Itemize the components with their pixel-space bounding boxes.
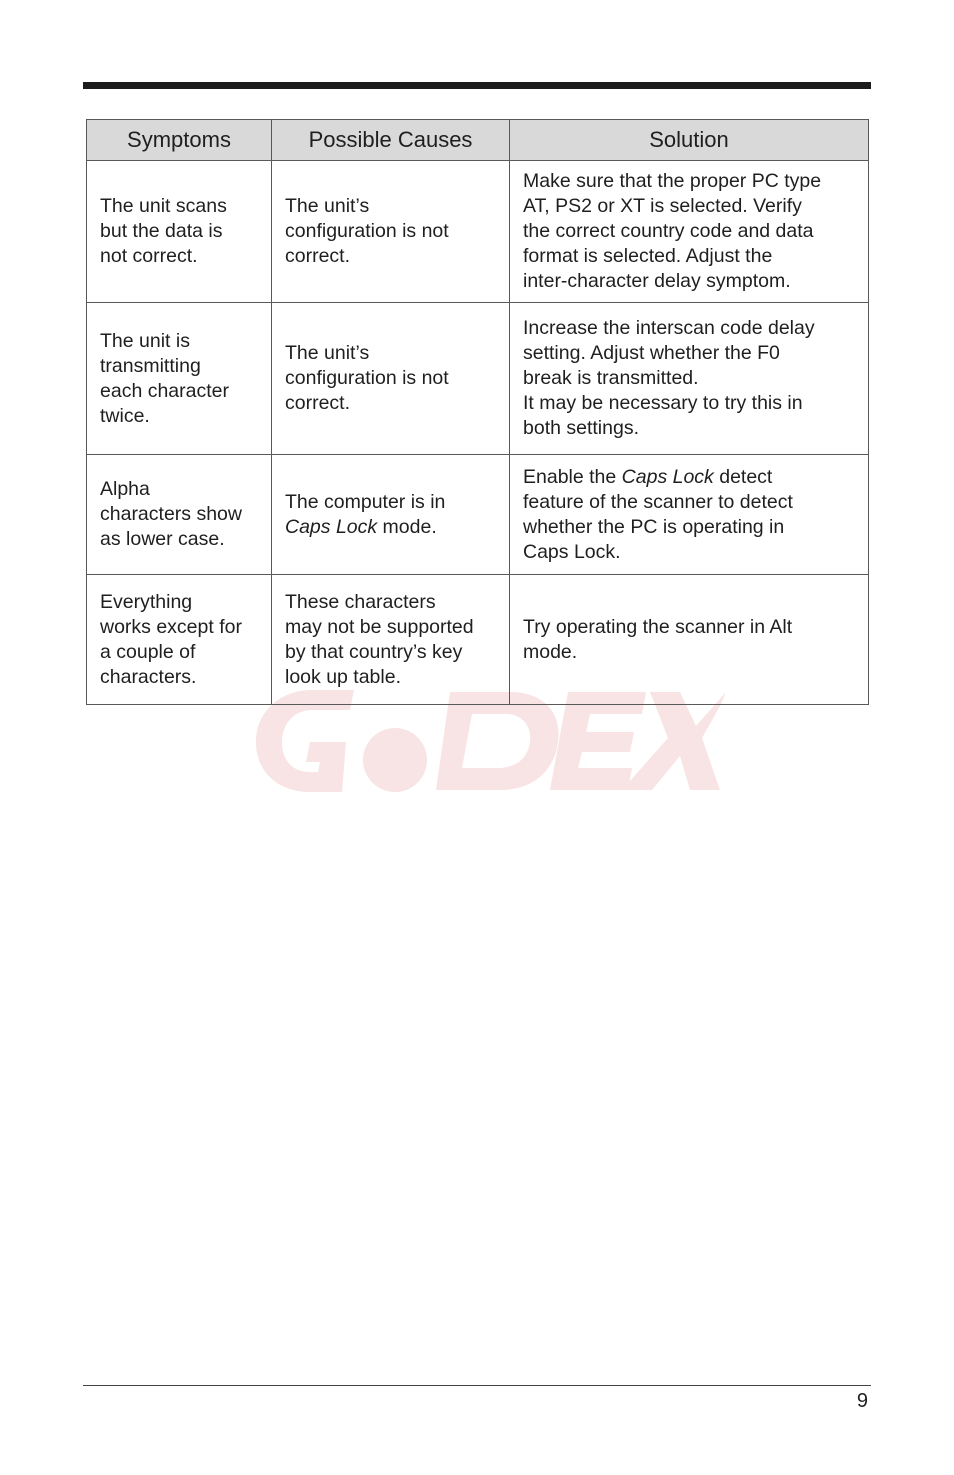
caps-lock-term: Caps Lock bbox=[621, 465, 714, 488]
text-line: AT, PS2 or XT is selected. Verify bbox=[523, 195, 802, 217]
symptom-cell bbox=[87, 575, 272, 705]
text-line: each character bbox=[100, 379, 229, 402]
text-line: correct. bbox=[285, 392, 351, 414]
text-line: transmitting bbox=[100, 354, 201, 377]
header-symptoms: Symptoms bbox=[87, 120, 272, 161]
text-line: but the data is bbox=[100, 220, 223, 242]
text-line: twice. bbox=[100, 404, 150, 427]
text-line: may not be supported bbox=[285, 615, 474, 638]
text-line bbox=[523, 465, 858, 490]
text-line: whether the PC is operating in bbox=[523, 515, 785, 538]
text-line: Make sure that the proper PC type bbox=[523, 170, 822, 192]
solution-cell bbox=[510, 575, 869, 705]
text-line: inter-character delay symptom. bbox=[523, 270, 791, 292]
text-line: These characters bbox=[285, 590, 436, 613]
text-line: The unit scans bbox=[100, 195, 227, 217]
text-line: Caps Lock. bbox=[523, 540, 621, 563]
text-line: configuration is not bbox=[285, 367, 449, 389]
text-line: Everything bbox=[100, 590, 193, 613]
text-line: break is transmitted. bbox=[523, 367, 699, 389]
text-line bbox=[285, 515, 499, 540]
text-fragment: mode. bbox=[377, 515, 437, 538]
text-line: The unit’s bbox=[285, 342, 370, 364]
text-line: works except for bbox=[100, 615, 242, 638]
text-line: characters. bbox=[100, 665, 197, 688]
header-solution: Solution bbox=[510, 120, 869, 161]
text-line: feature of the scanner to detect bbox=[523, 490, 793, 513]
solution-cell bbox=[510, 161, 869, 303]
text-line: setting. Adjust whether the F0 bbox=[523, 342, 780, 364]
table-row bbox=[87, 303, 869, 455]
text-line: format is selected. Adjust the bbox=[523, 245, 773, 267]
text-line: by that country’s key bbox=[285, 640, 463, 663]
text-line: not correct. bbox=[100, 245, 198, 267]
text-line: characters show bbox=[100, 503, 242, 525]
text-line: Try operating the scanner in Alt bbox=[523, 615, 793, 638]
bottom-rule bbox=[83, 1385, 871, 1386]
text-line: the correct country code and data bbox=[523, 220, 814, 242]
symptom-cell bbox=[87, 455, 272, 575]
text-line: a couple of bbox=[100, 640, 196, 663]
table-header-row bbox=[87, 120, 869, 161]
text-line: Alpha bbox=[100, 478, 150, 500]
top-rule bbox=[83, 82, 871, 89]
text-line: configuration is not bbox=[285, 220, 449, 242]
text-line: as lower case. bbox=[100, 528, 225, 550]
cause-cell bbox=[272, 161, 510, 303]
page-number: 9 bbox=[856, 1390, 868, 1412]
cause-cell bbox=[272, 455, 510, 575]
caps-lock-term: Caps Lock bbox=[285, 515, 378, 538]
table-row bbox=[87, 161, 869, 303]
text-line: The unit’s bbox=[285, 195, 370, 217]
header-possible-causes: Possible Causes bbox=[272, 120, 510, 161]
text-fragment: Enable the bbox=[523, 465, 622, 488]
text-line: The unit is bbox=[100, 329, 190, 352]
cause-cell bbox=[272, 303, 510, 455]
solution-cell bbox=[510, 303, 869, 455]
symptom-cell bbox=[87, 303, 272, 455]
text-line: It may be necessary to try this in bbox=[523, 392, 803, 414]
troubleshooting-table bbox=[86, 119, 869, 705]
text-line: The computer is in bbox=[285, 490, 446, 513]
text-line: look up table. bbox=[285, 665, 402, 688]
text-line: both settings. bbox=[523, 417, 639, 439]
text-line: correct. bbox=[285, 245, 351, 267]
text-fragment: detect bbox=[713, 465, 773, 488]
text-line: mode. bbox=[523, 640, 578, 663]
solution-cell bbox=[510, 455, 869, 575]
symptom-cell bbox=[87, 161, 272, 303]
cause-cell bbox=[272, 575, 510, 705]
text-line: Increase the interscan code delay bbox=[523, 317, 815, 339]
table-row bbox=[87, 455, 869, 575]
table-row bbox=[87, 575, 869, 705]
